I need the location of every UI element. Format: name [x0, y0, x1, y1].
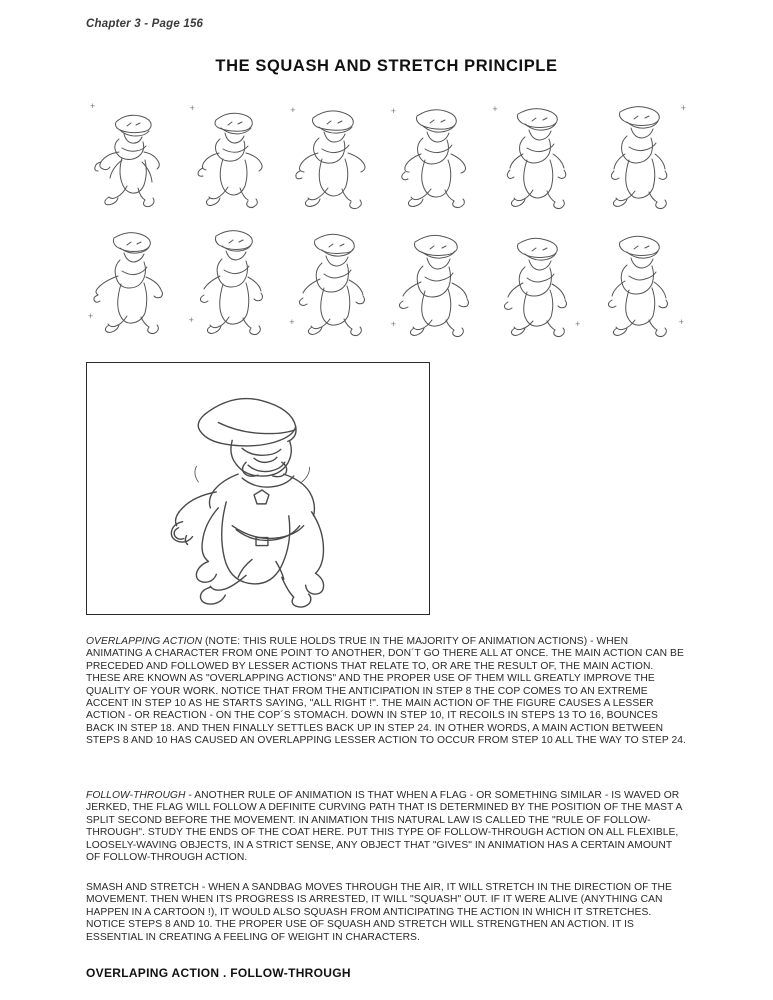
figure-pose-12	[594, 222, 686, 340]
figure-strip-second	[86, 222, 686, 340]
figure-pose-8	[188, 222, 280, 340]
figure-pose-7	[86, 222, 178, 340]
chapter-page-label: Chapter 3 - Page 156	[86, 18, 204, 30]
figure-pose-6	[594, 100, 686, 210]
figure-pose-9	[289, 222, 381, 340]
figure-strip-top	[86, 100, 686, 210]
figure-pose-1	[86, 100, 178, 210]
registration-mark-icon: +	[290, 105, 296, 115]
figure-pose-3	[289, 100, 381, 210]
figure-pose-2	[188, 100, 280, 210]
paragraph-overlapping-action	[86, 636, 686, 748]
registration-mark-icon: +	[189, 103, 195, 113]
paragraph-follow-through	[86, 790, 686, 864]
registration-mark-icon: +	[390, 106, 397, 116]
paragraph-smash-and-stretch	[86, 882, 686, 944]
paragraph-lead: OVERLAPPING ACTION	[86, 636, 203, 647]
page-title: THE SQUASH AND STRETCH PRINCIPLE	[215, 57, 558, 75]
registration-mark-icon: +	[492, 104, 498, 114]
footer-heading: OVERLAPING ACTION . FOLLOW-THROUGH	[86, 966, 351, 980]
figure-pose-11	[492, 222, 584, 340]
figure-pose-4	[391, 100, 483, 210]
paragraph-lead: FOLLOW-THROUGH	[86, 790, 186, 801]
paragraph-body: - ANOTHER RULE OF ANIMATION IS THAT WHEN A FLAG - OR SOMETHING SIMILAR - IS WAVED OR JERKED, THE FLAG WILL FOLLOW A DEFINITE CURVING PATH THAT IS DETERMINED BY THE POSITION OF THE MAST A SPLIT SECOND BEFORE THE MOVEMENT. IN ANIMATION THIS NATURAL LAW IS CALLED THE "RULE OF FOLLOW-THROUGH". STUDY THE ENDS OF THE COAT HERE. PUT THIS TYPE OF FOLLOW-THROUGH ACTION ON ALL FLEXIBLE, LOOSELY-WAVING OBJECTS, IN A STRICT SENSE, ANY OBJECT THAT "GIVES" IN ANIMATION HAS A CERTAIN AMOUNT OF FOLLOW-THROUGH ACTION.	[86, 790, 682, 864]
registration-mark-icon: +	[390, 319, 397, 329]
figure-pose-5	[492, 100, 584, 210]
figure-pose-10	[391, 222, 483, 340]
registration-mark-icon: +	[188, 315, 194, 325]
paragraph-body: (NOTE: THIS RULE HOLDS TRUE IN THE MAJORITY OF ANIMATION ACTIONS) - WHEN ANIMATING A CHARACTER FROM ONE POINT TO ANOTHER, DON´T GO THERE ALL AT ONCE. THE MAIN ACTION CAN BE PRECEDED AND FOLLOWED BY LESSER ACTIONS THAT RELATE TO, OR ARE THE RESULT OF, THE MAIN ACTION. THESE ARE KNOWN AS "OVERLAPPING ACTIONS" AND THE PROPER USE OF THEM WILL GREATLY IMPROVE THE QUALITY OF YOUR WORK. NOTICE THAT FROM THE ANTICIPATION IN STEP 8 THE COP COMES TO AN EXTREME ACCENT IN STEP 10 AS HE STARTS SAYING, "ALL RIGHT !". THE MAIN ACTION OF THE FIGURE CAUSES A LESSER ACTION - OR REACTION - ON THE COP´S STOMACH. DOWN IN STEP 10, IT RECOILS IN STEPS 13 TO 16, BOUNCES BACK IN STEP 18. AND THEN FINALLY SETTLES BACK UP IN STEP 24. IN OTHER WORDS, A MAIN ACTION BETWEEN STEPS 8 AND 10 HAS CAUSED AN OVERLAPPING LESSER ACTION TO OCCUR FROM STEP 10 ALL THE WAY TO STEP 24.	[86, 636, 686, 747]
registration-mark-icon: +	[90, 101, 96, 111]
main-illustration-frame	[86, 362, 430, 615]
main-illustration	[87, 363, 429, 614]
registration-mark-icon: +	[88, 311, 94, 321]
registration-mark-icon: +	[289, 317, 295, 327]
registration-mark-icon: +	[575, 319, 581, 329]
paragraph-body: SMASH AND STRETCH - WHEN A SANDBAG MOVES THROUGH THE AIR, IT WILL STRETCH IN THE DIRECTION OF THE MOVEMENT. THEN WHEN ITS PROGRESS IS ARRESTED, IT WILL "SQUASH" OUT. IF IT WERE ALIVE (ANYTHING CAN HAPPEN IN A CARTOON !), IT WOULD ALSO SQUASH FROM ANTICIPATING THE ACTION IN WHICH IT STRETCHES. NOTICE STEPS 8 AND 10. THE PROPER USE OF SQUASH AND STRETCH WILL STRENGTHEN AN ACTION. IT IS ESSENTIAL IN CREATING A FEELING OF WEIGHT IN CHARACTERS.	[86, 882, 672, 943]
registration-mark-icon: +	[680, 103, 686, 113]
registration-mark-icon: +	[678, 317, 684, 327]
